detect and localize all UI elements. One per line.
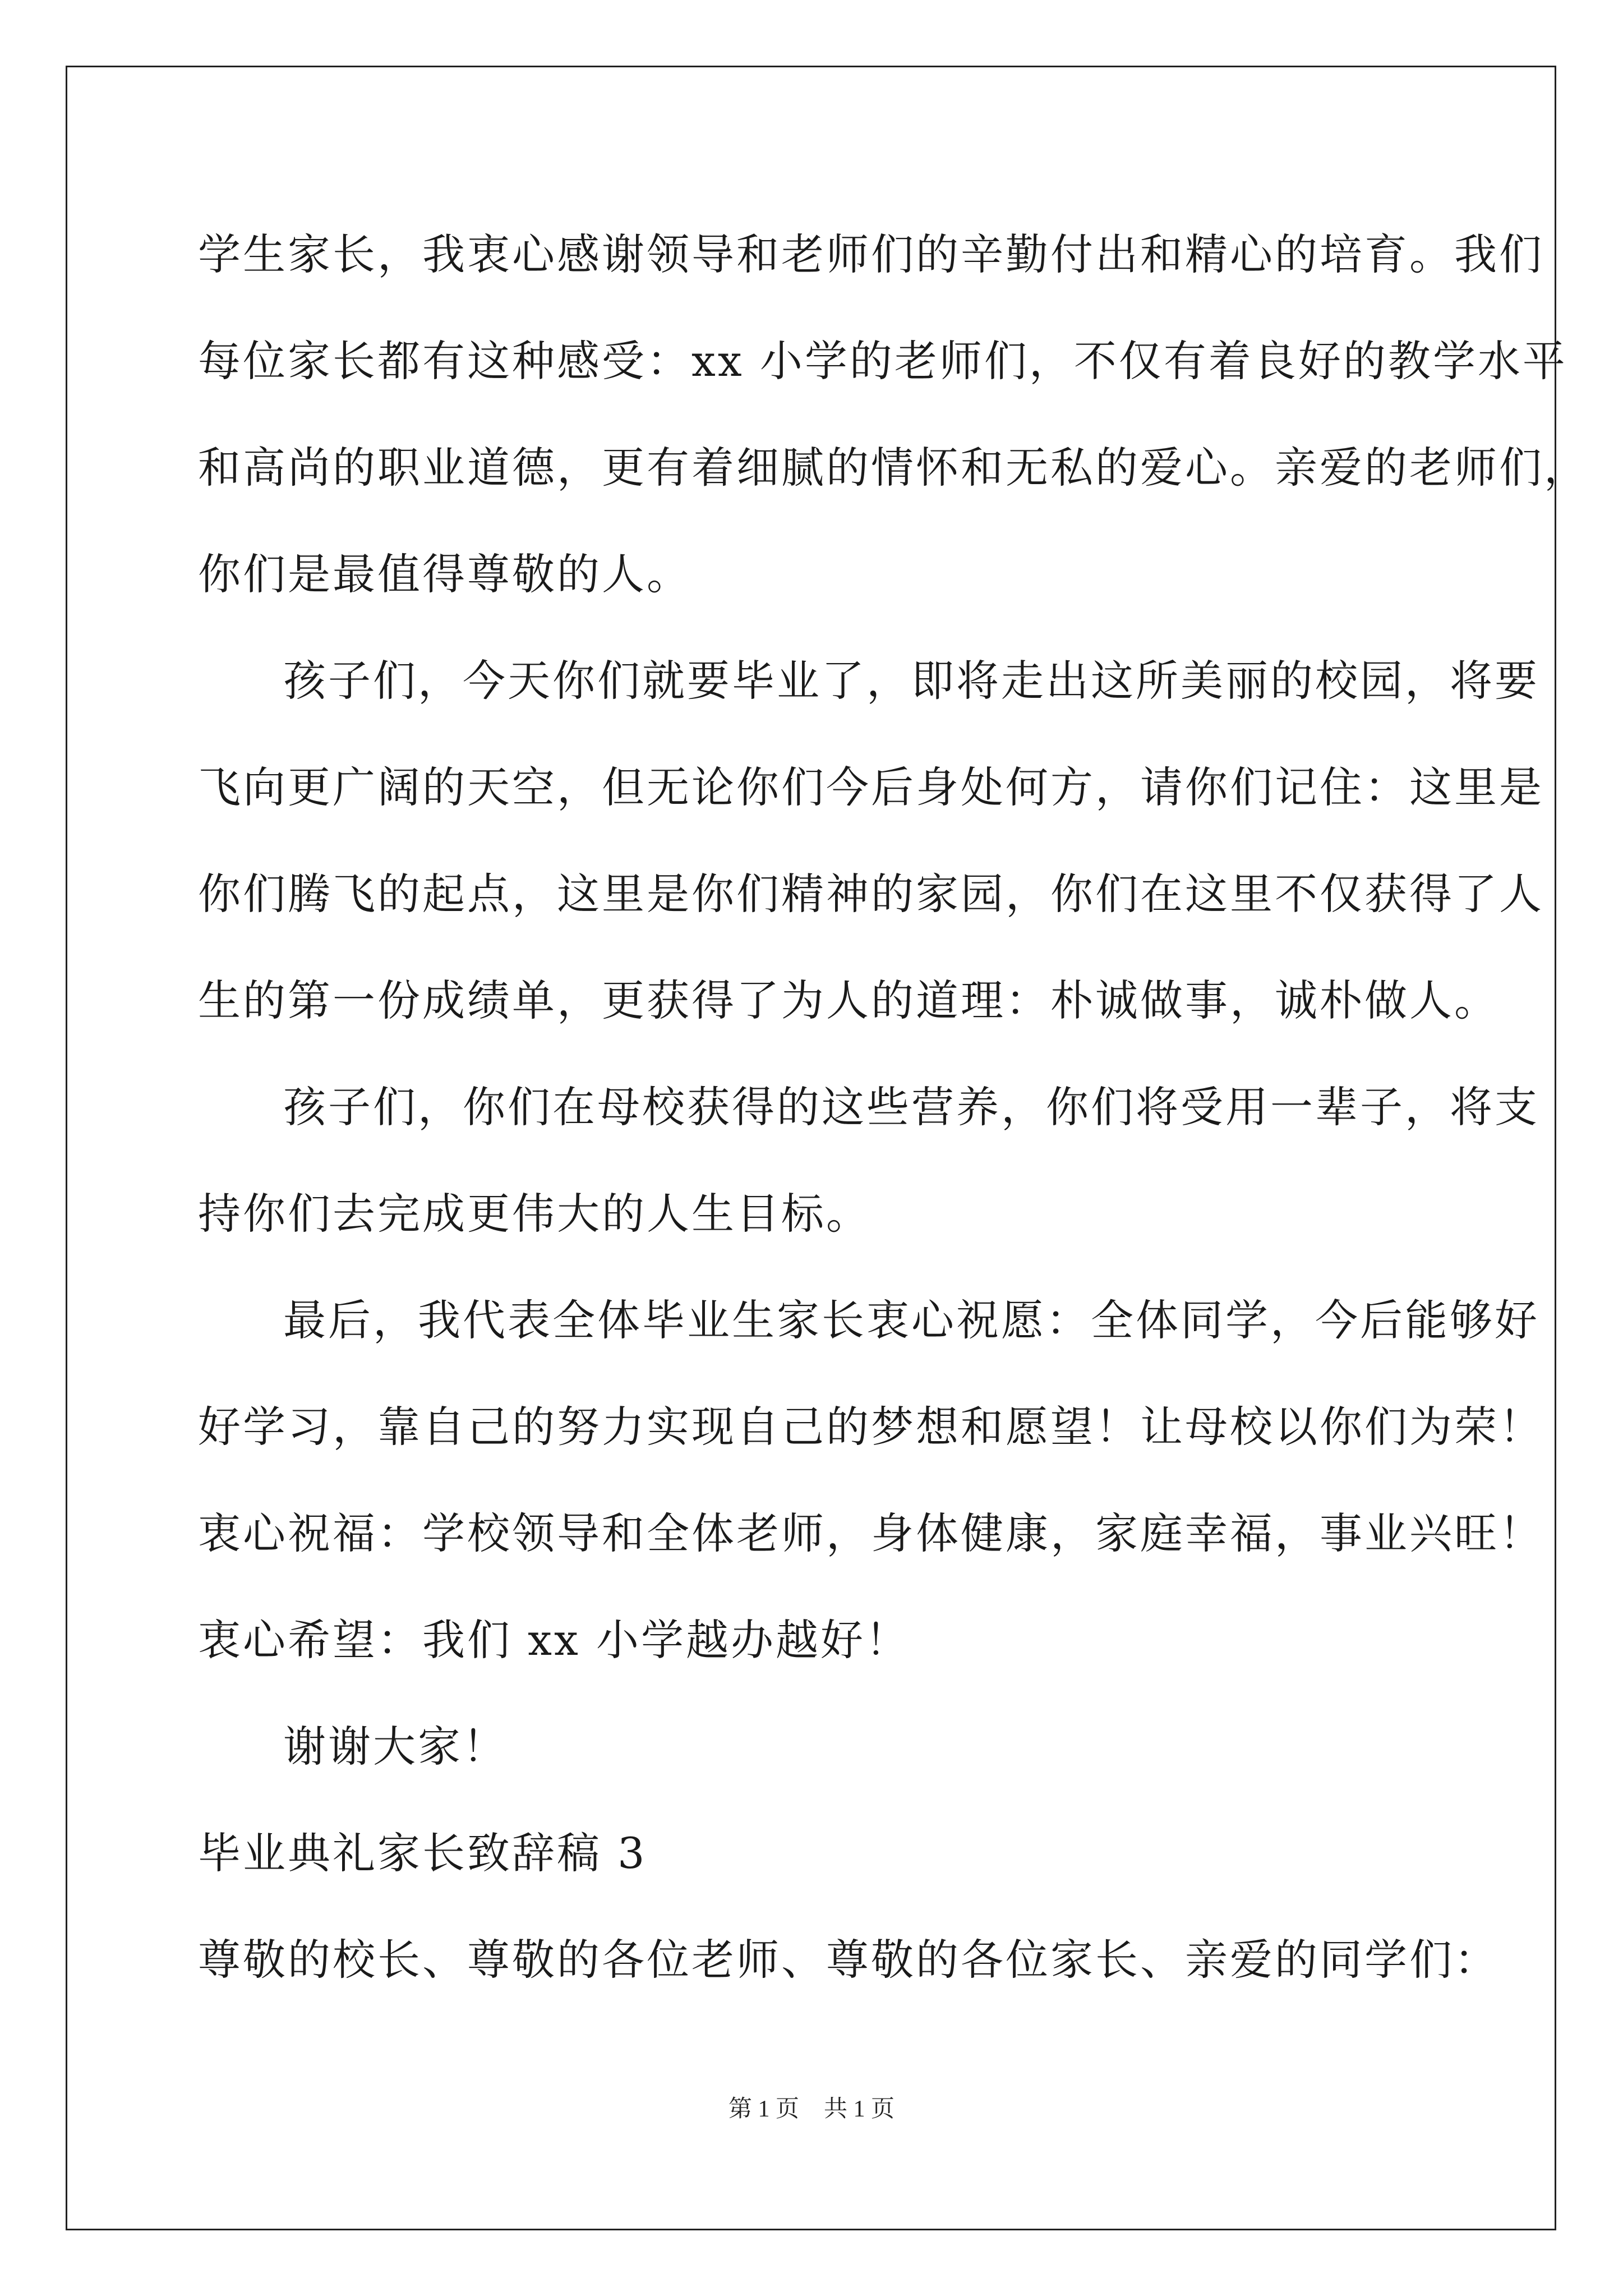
document-body (198, 215, 1589, 2027)
text-line: 衷心希望：我们 xx 小学越办越好！ (198, 1615, 911, 1665)
text-line: 生的第一份成绩单，更获得了为人的道理：朴诚做事，诚朴做人。 (198, 976, 1499, 1025)
text-line: 衷心祝福：学校领导和全体老师，身体健康，家庭幸福，事业兴旺！ (198, 1508, 1544, 1558)
salutation-line: 尊敬的校长、尊敬的各位老师、尊敬的各位家长、亲爱的同学们： (198, 1935, 1499, 1985)
page-total: 共 1 页 (824, 2096, 895, 2122)
text-line: 飞向更广阔的天空，但无论你们今后身处何方，请你们记住：这里是 (198, 762, 1544, 812)
text-line: 每位家长都有这种感受：xx 小学的老师们，不仅有着良好的教学水平 (198, 336, 1567, 386)
text-line: 持你们去完成更伟大的人生目标。 (198, 1189, 871, 1239)
paragraph-start-line: 最后，我代表全体毕业生家长衷心祝愿：全体同学，今后能够好 (283, 1295, 1539, 1345)
text-line: 好学习，靠自己的努力实现自己的梦想和愿望！让母校以你们为荣！ (198, 1402, 1544, 1452)
paragraph-start-line: 孩子们，今天你们就要毕业了，即将走出这所美丽的校园，将要 (283, 656, 1539, 706)
text-line: 你们是最值得尊敬的人。 (198, 549, 691, 599)
section-heading: 毕业典礼家长致辞稿 3 (198, 1828, 647, 1878)
text-line: 学生家长，我衷心感谢领导和老师们的辛勤付出和精心的培育。我们 (198, 229, 1544, 279)
paragraph-start-line: 孩子们，你们在母校获得的这些营养，你们将受用一辈子，将支 (283, 1082, 1539, 1132)
page-number: 第 1 页 (728, 2096, 799, 2122)
page-footer (0, 2092, 1623, 2126)
closing-thanks: 谢谢大家！ (283, 1722, 508, 1772)
text-line: 你们腾飞的起点，这里是你们精神的家园，你们在这里不仅获得了人 (198, 869, 1544, 919)
text-line: 和高尚的职业道德，更有着细腻的情怀和无私的爱心。亲爱的老师们， (198, 443, 1589, 493)
